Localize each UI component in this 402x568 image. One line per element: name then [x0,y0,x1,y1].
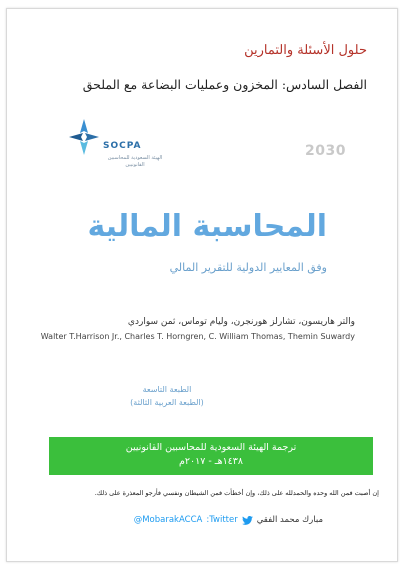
twitter-handle[interactable]: @MobarakACCA [133,515,203,525]
socpa-star-icon [67,117,101,157]
book-subtitle: وفق المعايير الدولية للتقرير المالي [169,261,327,274]
credit-line [103,515,323,525]
authors-english: Walter T.Harrison Jr., Charles T. Horngren, C. William Thomas, Themin Suwardy [40,332,355,341]
socpa-name: SOCPA [103,141,142,151]
edition-line-2: (الطبعة العربية الثالثة) [130,398,204,407]
socpa-subtitle: الهيئة السعودية للمحاسبين القانونيين [107,155,163,168]
author-note: إن أصبت فمن الله وحده والحمدلله على ذلك، وإن أخطأت فمن الشيطان ونفسي فأرجو المعذرة على ذلك. [94,489,379,497]
translation-line-1: ترجمة الهيئة السعودية للمحاسبين القانونيين [125,442,297,453]
vision-2030-logo: 2030 [305,143,346,159]
document-page [6,8,398,562]
edition-info [67,383,267,409]
chapter-heading: الفصل السادس: المخزون وعمليات البضاعة مع الملحق [82,77,367,92]
credit-name: مبارك محمد الفقي [256,515,323,525]
authors-arabic: والتر هاريسون، تشارلز هورنجرن، وليام توماس، ثمن سواردي [127,317,355,327]
socpa-logo [67,117,177,177]
twitter-label: Twitter: [206,515,238,525]
solutions-heading: حلول الأسئلة والتمارين [244,43,367,58]
book-title: المحاسبة المالية [87,209,327,244]
edition-line-1: الطبعة التاسعة [142,385,192,394]
translation-banner [49,437,373,475]
twitter-bird-icon [242,516,253,525]
translation-line-2: ١٤٣٨هـ - ٢٠١٧م [179,456,243,467]
